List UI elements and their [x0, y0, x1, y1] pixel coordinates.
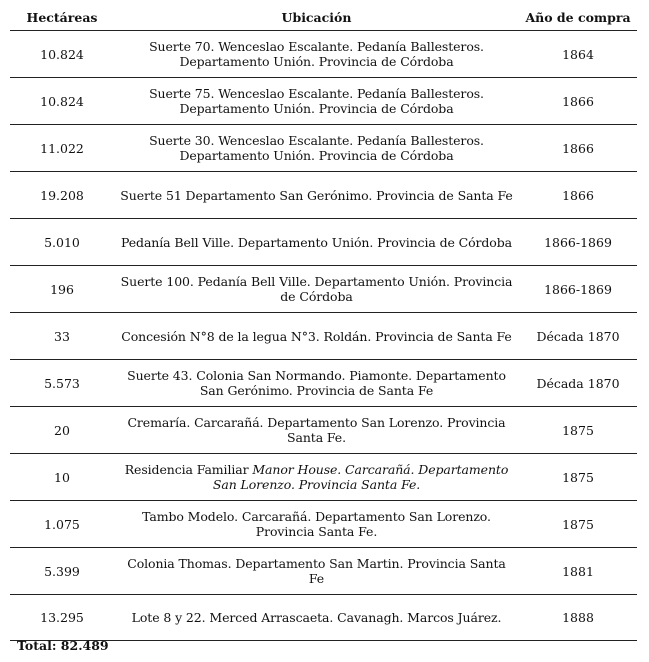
cell-anio: 1881 — [519, 548, 637, 595]
table-row — [10, 454, 637, 501]
table-row — [10, 78, 637, 125]
cell-ubicacion — [114, 172, 519, 219]
ubicacion-text: Pedanía Bell Ville. Departamento Unión. Provincia de Córdoba — [121, 234, 512, 250]
cell-anio: 1866-1869 — [519, 219, 637, 266]
cell-anio: 1875 — [519, 501, 637, 548]
cell-hectareas: 1.075 — [10, 501, 114, 548]
cell-ubicacion — [114, 360, 519, 407]
table-row — [10, 219, 637, 266]
cell-hectareas: 196 — [10, 266, 114, 313]
cell-ubicacion — [114, 595, 519, 641]
cell-anio: 1866 — [519, 125, 637, 172]
land-purchases-table — [10, 4, 637, 641]
ubicacion-text: Lote 8 y 22. Merced Arrascaeta. Cavanagh. Marcos Juárez. — [131, 610, 502, 625]
land-purchases-table-container — [10, 4, 637, 641]
ubicacion-text: Colonia Thomas. Departamento San Martin. Provincia Santa Fe — [127, 556, 506, 586]
ubicacion-text: Suerte 100. Pedanía Bell Ville. Departamento Unión. Provincia de Córdoba — [120, 274, 513, 304]
ubicacion-text — [118, 462, 515, 492]
ubicacion-text: Suerte 51 Departamento San Gerónimo. Provincia de Santa Fe — [120, 187, 513, 203]
cell-anio: 1888 — [519, 595, 637, 641]
total-hectareas: Total: 82.489 — [17, 638, 109, 653]
cell-hectareas: 10.824 — [10, 31, 114, 78]
cell-anio: 1875 — [519, 407, 637, 454]
ubicacion-text: Suerte 30. Wenceslao Escalante. Pedanía Ballesteros. Departamento Unión. Provincia de Córdoba — [149, 133, 484, 163]
cell-anio: 1875 — [519, 454, 637, 501]
cell-ubicacion — [114, 313, 519, 360]
cell-hectareas: 10.824 — [10, 78, 114, 125]
cell-ubicacion — [114, 454, 519, 501]
cell-ubicacion — [114, 501, 519, 548]
cell-hectareas: 19.208 — [10, 172, 114, 219]
cell-hectareas: 11.022 — [10, 125, 114, 172]
header-anio-de-compra: Año de compra — [525, 9, 631, 25]
ubicacion-text: Tambo Modelo. Carcarañá. Departamento San Lorenzo. Provincia Santa Fe. — [142, 509, 491, 539]
cell-ubicacion — [114, 78, 519, 125]
cell-anio: 1864 — [519, 31, 637, 78]
cell-hectareas: 20 — [10, 407, 114, 454]
cell-anio: 1866-1869 — [519, 266, 637, 313]
header-hectareas: Hectáreas — [26, 9, 98, 25]
ubicacion-text: Suerte 70. Wenceslao Escalante. Pedanía Ballesteros. Departamento Unión. Provincia de Córdoba — [149, 39, 484, 69]
table-row — [10, 266, 637, 313]
cell-ubicacion — [114, 266, 519, 313]
cell-anio: 1866 — [519, 172, 637, 219]
table-row — [10, 313, 637, 360]
cell-ubicacion — [114, 548, 519, 595]
cell-ubicacion — [114, 407, 519, 454]
ubicacion-text: Suerte 43. Colonia San Normando. Piamonte. Departamento San Gerónimo. Provincia de Santa Fe — [127, 368, 506, 398]
cell-hectareas: 5.399 — [10, 548, 114, 595]
cell-ubicacion — [114, 31, 519, 78]
cell-ubicacion — [114, 125, 519, 172]
cell-anio: Década 1870 — [519, 360, 637, 407]
cell-hectareas: 13.295 — [10, 595, 114, 641]
cell-hectareas: 5.010 — [10, 219, 114, 266]
table-row — [10, 31, 637, 78]
ubicacion-text: Cremaría. Carcarañá. Departamento San Lorenzo. Provincia Santa Fe. — [127, 415, 506, 445]
table-row — [10, 172, 637, 219]
table-row — [10, 501, 637, 548]
cell-anio: Década 1870 — [519, 313, 637, 360]
ubicacion-text: Suerte 75. Wenceslao Escalante. Pedanía Ballesteros. Departamento Unión. Provincia de Córdoba — [149, 86, 484, 116]
table-row — [10, 407, 637, 454]
table-header-row — [10, 4, 637, 31]
table-row — [10, 125, 637, 172]
ubicacion-italic-text: Manor House. Carcarañá. Departamento San Lorenzo. Provincia Santa Fe. — [212, 462, 509, 492]
ubicacion-plain-text: Residencia Familiar — [124, 462, 253, 477]
ubicacion-text: Concesión N°8 de la legua N°3. Roldán. Provincia de Santa Fe — [121, 328, 512, 344]
header-ubicacion: Ubicación — [281, 9, 352, 25]
cell-hectareas: 10 — [10, 454, 114, 501]
cell-ubicacion — [114, 219, 519, 266]
table-row — [10, 595, 637, 641]
cell-hectareas: 33 — [10, 313, 114, 360]
cell-hectareas: 5.573 — [10, 360, 114, 407]
table-row — [10, 548, 637, 595]
table-row — [10, 360, 637, 407]
cell-anio: 1866 — [519, 78, 637, 125]
